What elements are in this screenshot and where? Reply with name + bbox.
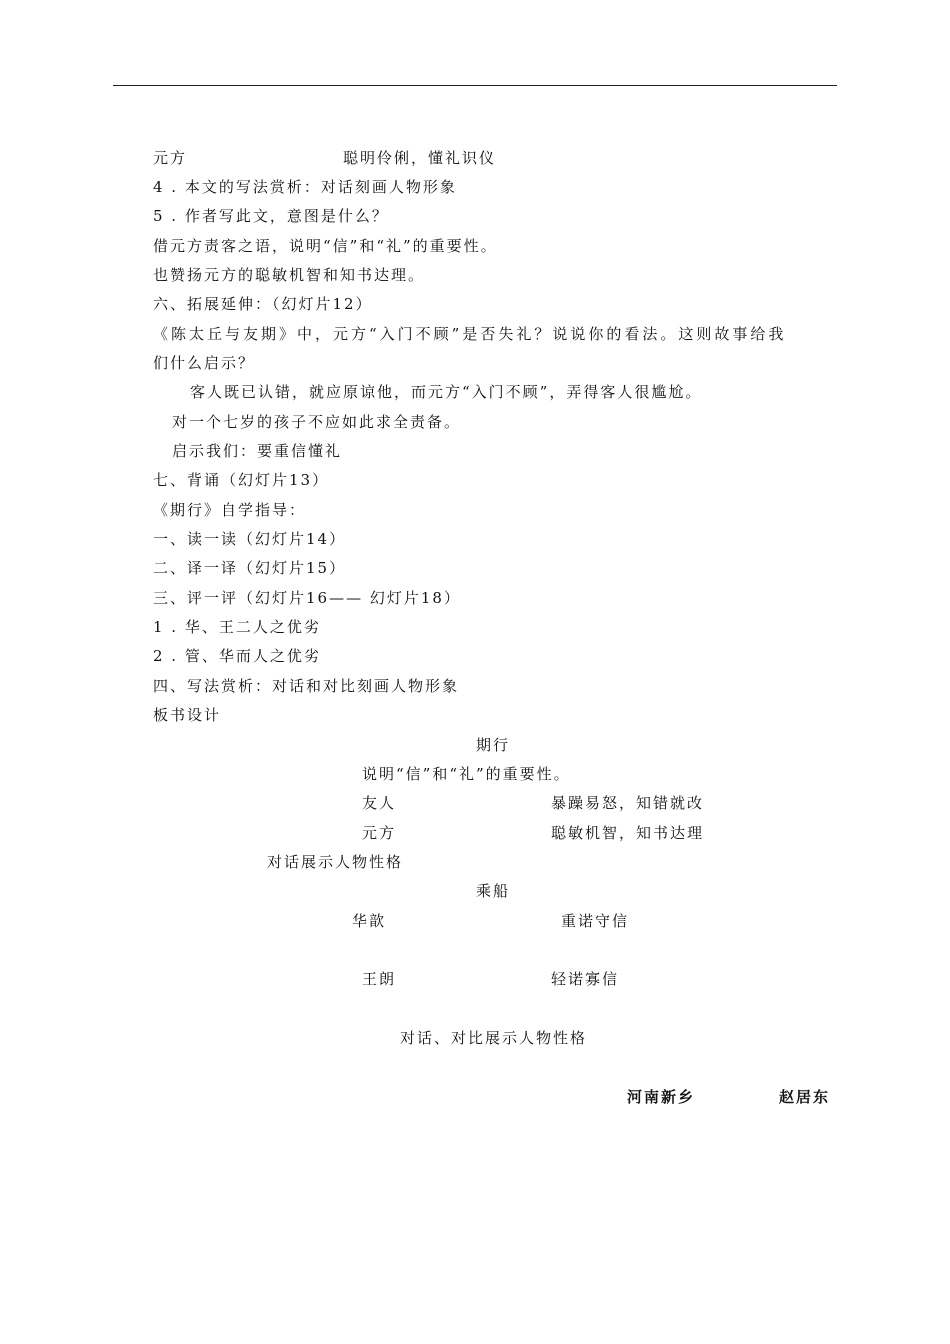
board-row-left: 元方	[362, 824, 397, 842]
board-subtitle: 说明“信”和“礼”的重要性。	[362, 765, 571, 783]
text-line: 二、译一译（幻灯片15）	[153, 559, 347, 577]
board-row-left: 华歆	[352, 912, 387, 930]
board-row-right: 聪敏机智，知书达理	[551, 824, 705, 842]
board-note: 对话、对比展示人物性格	[400, 1029, 588, 1047]
board-row-right: 重诺守信	[561, 912, 630, 930]
text-line: 2 . 管、华而人之优劣	[153, 647, 321, 665]
signature-place: 河南新乡	[627, 1088, 696, 1106]
board-row-left: 王朗	[362, 970, 397, 988]
text-line: 启示我们：要重信懂礼	[172, 442, 343, 460]
header-rule	[113, 85, 837, 86]
text-line: 元方	[153, 149, 188, 167]
text-line: 一、读一读（幻灯片14）	[153, 530, 347, 548]
text-line: 对一个七岁的孩子不应如此求全责备。	[172, 413, 462, 431]
signature-author: 赵居东	[779, 1088, 831, 1106]
text-line: 聪明伶俐，懂礼识仪	[343, 149, 497, 167]
text-line: 借元方责客之语，说明“信”和“礼”的重要性。	[153, 237, 498, 255]
board-row-left: 友人	[362, 794, 397, 812]
text-line: 《陈太丘与友期》中，元方“入门不顾”是否失礼？说说你的看法。这则故事给我	[153, 325, 787, 343]
board-title: 期行	[476, 736, 511, 754]
text-line: 5 . 作者写此文，意图是什么？	[153, 207, 389, 225]
board-note: 对话展示人物性格	[267, 853, 404, 871]
text-line: 1 . 华、王二人之优劣	[153, 618, 321, 636]
board-row-right: 轻诺寡信	[551, 970, 620, 988]
text-line: 4 . 本文的写法赏析：对话刻画人物形象	[153, 178, 457, 196]
text-line: 四、写法赏析：对话和对比刻画人物形象	[153, 677, 460, 695]
section-heading: 七、背诵（幻灯片13）	[153, 471, 330, 489]
text-line: 三、评一评（幻灯片16—— 幻灯片18）	[153, 589, 461, 607]
text-line: 客人既已认错，就应原谅他，而元方“入门不顾”，弄得客人很尴尬。	[190, 383, 703, 401]
section-heading: 板书设计	[153, 706, 222, 724]
board-title: 乘船	[476, 882, 511, 900]
text-line: 也赞扬元方的聪敏机智和知书达理。	[153, 266, 426, 284]
text-line: 们什么启示？	[153, 354, 256, 372]
text-line: 《期行》自学指导：	[153, 501, 307, 519]
board-row-right: 暴躁易怒，知错就改	[551, 794, 705, 812]
section-heading: 六、拓展延伸：（幻灯片12）	[153, 295, 373, 313]
